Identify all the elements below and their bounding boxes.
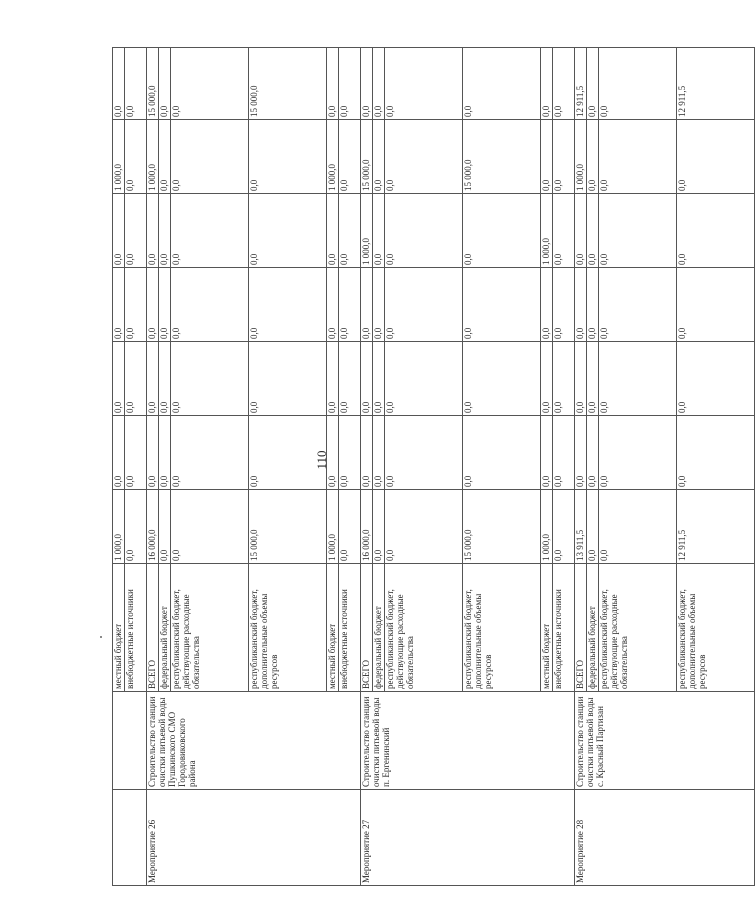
- amount-cell: 15 000,0: [361, 120, 373, 194]
- amount-cell: 0,0: [339, 268, 361, 342]
- amount-cell: 0,0: [587, 490, 599, 564]
- amount-cell: 0,0: [587, 342, 599, 416]
- amount-cell: 0,0: [463, 48, 541, 120]
- amount-cell: 0,0: [327, 48, 339, 120]
- amount-cell: 0,0: [171, 490, 249, 564]
- amount-cell: 0,0: [373, 268, 385, 342]
- amount-cell: 0,0: [327, 416, 339, 490]
- funding-source-cell: ВСЕГО: [147, 564, 159, 692]
- amount-cell: 0,0: [113, 416, 125, 490]
- amount-cell: 0,0: [385, 490, 463, 564]
- amount-cell: 0,0: [113, 342, 125, 416]
- amount-cell: 1 000,0: [327, 120, 339, 194]
- amount-cell: 1 000,0: [113, 490, 125, 564]
- amount-cell: 0,0: [171, 120, 249, 194]
- amount-cell: 0,0: [553, 120, 575, 194]
- amount-cell: 0,0: [125, 120, 147, 194]
- amount-cell: 0,0: [599, 416, 677, 490]
- budget-table: [112, 47, 755, 886]
- amount-cell: 0,0: [587, 416, 599, 490]
- amount-cell: 0,0: [249, 416, 327, 490]
- budget-table-rotated: [112, 48, 707, 886]
- amount-cell: 0,0: [587, 48, 599, 120]
- amount-cell: 0,0: [339, 342, 361, 416]
- amount-cell: 0,0: [575, 416, 587, 490]
- amount-cell: 0,0: [373, 342, 385, 416]
- amount-cell: 1 000,0: [361, 194, 373, 268]
- amount-cell: 0,0: [125, 194, 147, 268]
- amount-cell: 0,0: [587, 120, 599, 194]
- funding-source-cell: внебюджетные источники: [339, 564, 361, 692]
- measure-label-cell: Мероприятие 27: [361, 790, 575, 886]
- amount-cell: 0,0: [339, 194, 361, 268]
- amount-cell: 0,0: [587, 268, 599, 342]
- amount-cell: 0,0: [159, 194, 171, 268]
- amount-cell: 0,0: [553, 194, 575, 268]
- amount-cell: 0,0: [159, 416, 171, 490]
- amount-cell: 15 000,0: [249, 48, 327, 120]
- amount-cell: 0,0: [147, 342, 159, 416]
- amount-cell: 0,0: [385, 268, 463, 342]
- table-row: [361, 48, 373, 886]
- funding-source-cell: федеральный бюджет: [587, 564, 599, 692]
- amount-cell: 0,0: [463, 342, 541, 416]
- amount-cell: 0,0: [599, 48, 677, 120]
- amount-cell: 0,0: [553, 48, 575, 120]
- funding-source-cell: республиканский бюджет, дополнительные объемы ресурсов: [463, 564, 541, 692]
- scan-artifact: [100, 636, 102, 638]
- amount-cell: 0,0: [361, 416, 373, 490]
- amount-cell: 0,0: [171, 194, 249, 268]
- amount-cell: 0,0: [113, 194, 125, 268]
- amount-cell: 0,0: [541, 268, 553, 342]
- funding-source-cell: республиканский бюджет, дополнительные объемы ресурсов: [249, 564, 327, 692]
- amount-cell: 1 000,0: [575, 120, 587, 194]
- amount-cell: 0,0: [599, 268, 677, 342]
- amount-cell: 0,0: [575, 194, 587, 268]
- amount-cell: 15 000,0: [249, 490, 327, 564]
- amount-cell: 0,0: [171, 48, 249, 120]
- amount-cell: 0,0: [327, 342, 339, 416]
- amount-cell: 0,0: [385, 342, 463, 416]
- amount-cell: 0,0: [361, 268, 373, 342]
- amount-cell: 0,0: [147, 268, 159, 342]
- amount-cell: 0,0: [249, 120, 327, 194]
- amount-cell: 0,0: [249, 268, 327, 342]
- amount-cell: 0,0: [125, 490, 147, 564]
- amount-cell: 0,0: [125, 342, 147, 416]
- measure-description-cell: Строительство станции очистки питьевой воды с. Красный Партизан: [575, 692, 755, 790]
- amount-cell: 1 000,0: [541, 194, 553, 268]
- amount-cell: 0,0: [385, 194, 463, 268]
- amount-cell: 0,0: [147, 416, 159, 490]
- amount-cell: 0,0: [587, 194, 599, 268]
- measure-label-cell: [113, 790, 147, 886]
- amount-cell: 0,0: [599, 490, 677, 564]
- amount-cell: 0,0: [463, 268, 541, 342]
- amount-cell: 0,0: [541, 48, 553, 120]
- amount-cell: 15 000,0: [463, 120, 541, 194]
- amount-cell: 0,0: [385, 120, 463, 194]
- amount-cell: 0,0: [249, 342, 327, 416]
- amount-cell: 0,0: [373, 120, 385, 194]
- amount-cell: 0,0: [113, 268, 125, 342]
- amount-cell: 12 911,5: [575, 48, 587, 120]
- funding-source-cell: федеральный бюджет: [373, 564, 385, 692]
- amount-cell: 0,0: [339, 120, 361, 194]
- amount-cell: 0,0: [553, 416, 575, 490]
- amount-cell: 0,0: [599, 120, 677, 194]
- amount-cell: 0,0: [171, 342, 249, 416]
- amount-cell: 0,0: [373, 416, 385, 490]
- amount-cell: 0,0: [677, 194, 755, 268]
- funding-source-cell: местный бюджет: [113, 564, 125, 692]
- amount-cell: 1 000,0: [113, 120, 125, 194]
- table-row: [147, 48, 159, 886]
- amount-cell: 0,0: [599, 194, 677, 268]
- funding-source-cell: республиканский бюджет, действующие расходные обязательства: [599, 564, 677, 692]
- page-number: 110: [314, 450, 329, 470]
- amount-cell: 0,0: [361, 48, 373, 120]
- table-row: [113, 48, 125, 886]
- funding-source-cell: республиканский бюджет, действующие расходные обязательства: [171, 564, 249, 692]
- amount-cell: 1 000,0: [147, 120, 159, 194]
- amount-cell: 0,0: [339, 48, 361, 120]
- amount-cell: 0,0: [361, 342, 373, 416]
- amount-cell: 0,0: [463, 194, 541, 268]
- amount-cell: 0,0: [113, 48, 125, 120]
- amount-cell: 12 911,5: [677, 48, 755, 120]
- amount-cell: 0,0: [553, 268, 575, 342]
- amount-cell: 0,0: [339, 416, 361, 490]
- amount-cell: 12 911,5: [677, 490, 755, 564]
- measure-label-cell: Мероприятие 26: [147, 790, 361, 886]
- measure-description-cell: [113, 692, 147, 790]
- funding-source-cell: местный бюджет: [327, 564, 339, 692]
- amount-cell: 0,0: [159, 342, 171, 416]
- amount-cell: 0,0: [373, 48, 385, 120]
- amount-cell: 0,0: [541, 120, 553, 194]
- amount-cell: 0,0: [553, 342, 575, 416]
- amount-cell: 0,0: [677, 416, 755, 490]
- amount-cell: 0,0: [339, 490, 361, 564]
- amount-cell: 0,0: [553, 490, 575, 564]
- amount-cell: 15 000,0: [463, 490, 541, 564]
- funding-source-cell: республиканский бюджет, действующие расходные обязательства: [385, 564, 463, 692]
- amount-cell: 15 000,0: [147, 48, 159, 120]
- amount-cell: 0,0: [677, 268, 755, 342]
- amount-cell: 0,0: [249, 194, 327, 268]
- table-row: [575, 48, 587, 886]
- amount-cell: 0,0: [327, 194, 339, 268]
- amount-cell: 0,0: [171, 268, 249, 342]
- table-body: [113, 48, 755, 886]
- amount-cell: 0,0: [171, 416, 249, 490]
- amount-cell: 0,0: [159, 48, 171, 120]
- amount-cell: 16 000,0: [147, 490, 159, 564]
- amount-cell: 0,0: [327, 268, 339, 342]
- measure-description-cell: Строительство станции очистки питьевой воды Пушкинского СМО Городовиковского района: [147, 692, 361, 790]
- amount-cell: 0,0: [125, 48, 147, 120]
- amount-cell: 0,0: [159, 490, 171, 564]
- amount-cell: 0,0: [159, 120, 171, 194]
- amount-cell: 0,0: [385, 416, 463, 490]
- amount-cell: 0,0: [373, 490, 385, 564]
- amount-cell: 16 000,0: [361, 490, 373, 564]
- amount-cell: 13 911,5: [575, 490, 587, 564]
- amount-cell: 0,0: [125, 268, 147, 342]
- amount-cell: 0,0: [677, 120, 755, 194]
- amount-cell: 0,0: [125, 416, 147, 490]
- amount-cell: 1 000,0: [541, 490, 553, 564]
- funding-source-cell: республиканский бюджет, дополнительные объемы ресурсов: [677, 564, 755, 692]
- measure-description-cell: Строительство станции очистки питьевой воды п. Ергенинский: [361, 692, 575, 790]
- amount-cell: 0,0: [541, 342, 553, 416]
- amount-cell: 0,0: [159, 268, 171, 342]
- amount-cell: 1 000,0: [327, 490, 339, 564]
- amount-cell: 0,0: [463, 416, 541, 490]
- funding-source-cell: ВСЕГО: [361, 564, 373, 692]
- funding-source-cell: ВСЕГО: [575, 564, 587, 692]
- amount-cell: 0,0: [599, 342, 677, 416]
- amount-cell: 0,0: [575, 268, 587, 342]
- amount-cell: 0,0: [541, 416, 553, 490]
- amount-cell: 0,0: [385, 48, 463, 120]
- amount-cell: 0,0: [373, 194, 385, 268]
- funding-source-cell: местный бюджет: [541, 564, 553, 692]
- measure-label-cell: Мероприятие 28: [575, 790, 755, 886]
- amount-cell: 0,0: [677, 342, 755, 416]
- amount-cell: 0,0: [575, 342, 587, 416]
- funding-source-cell: федеральный бюджет: [159, 564, 171, 692]
- funding-source-cell: внебюджетные источники: [125, 564, 147, 692]
- funding-source-cell: внебюджетные источники: [553, 564, 575, 692]
- amount-cell: 0,0: [147, 194, 159, 268]
